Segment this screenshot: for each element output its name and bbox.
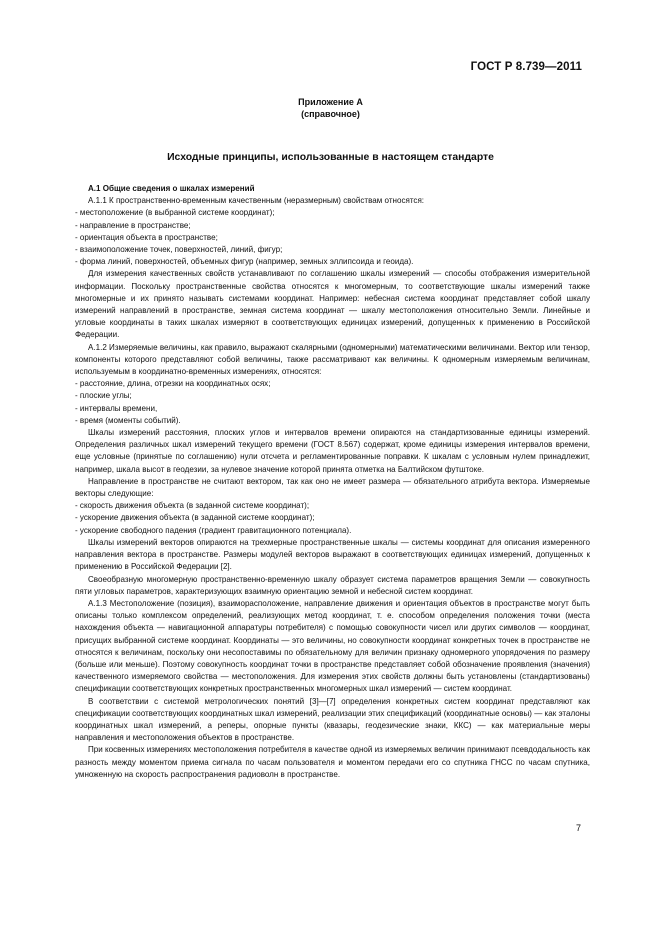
paragraph-scales: Для измерения качественных свойств устанавливают по соглашению шкалы измерений — способы отображения измерительной информации. Поскольку пространственные свойства относятся к многомерным, то соответствующие шкалы измерений также многомерные и их принято называть системами координат. Например: небесная система координат представляет собой шкалу измерений направлений в пространстве, земная система координат — шкалу местоположения относительно Земли. Линейные и угловые координаты в таких шкалах измеряют в соответствующих единицах измерений, допущенных к применению в Российской Федерации. [75,269,590,340]
list-item: - форма линий, поверхностей, объемных фигур (например, земных эллипсоида и геоида). [75,256,590,268]
list-item: - взаимоположение точек, поверхностей, линий, фигур; [75,244,590,256]
list-item: - интервалы времени, [75,403,590,415]
annex-heading [0,97,661,120]
section-heading: А.1 Общие сведения о шкалах измерений [88,184,255,193]
list-item: - ориентация объекта в пространстве; [75,232,590,244]
paragraph-rotation: Своеобразную многомерную пространственно-временную шкалу образует система параметров вращения Земли — совокупность пяти угловых параметров, характеризующих взаимную ориентацию земной и небесной систем координат. [75,574,590,596]
annex-label: Приложение А [298,97,363,107]
list-item: - плоские углы; [75,390,590,402]
annex-kind: (справочное) [301,108,360,119]
list-item: - направление в пространстве; [75,220,590,232]
paragraph-a13: А.1.3 Местоположение (позиция), взаиморасположение, направление движения и ориентация объектов в пространстве могут быть описаны только комплексом определений, реализующих метод координат, т. е. способом определения положения точки (места нахождения объекта — навигационной аппаратуры потребителя) с помощью совокупности чисел или других символов — координат, присущих выбранной системе координат. Координаты — это величины, но совокупности координат конкретных точек в пространстве не относятся к величинам, поскольку они несопоставимы по обязательному для величин признаку одномерного упорядочения по размеру (больше или меньше). Поэтому совокупность координат точки в пространстве представляет собой обозначение проявления (значения) качественного измеряемого свойства — местоположения. Для измерения этих свойств должны быть установлены (стандартизованы) спецификации соответствующих конкретных пространственных многомерных шкал измерений — систем координат. [75,598,590,694]
paragraph-direction: Направление в пространстве не считают вектором, так как оно не имеет размера — обязательного атрибута вектора. Измеряемые векторы следующие: [75,476,590,499]
paragraph-metrology: В соответствии с системой метрологических понятий [3]—[7] определения конкретных систем координат представляют как спецификации соответствующих координатных шкал измерений, реализации этих спецификаций (координатные основы) — как эталоны координатных шкал измерений, а реперы, опорные пункты (квазары, геодезические знаки, ККС) — как материальные меры направления и местоположения объектов в пространстве. [75,696,590,743]
list-item: - расстояние, длина, отрезки на координатных осях; [75,378,590,390]
list-item: - ускорение свободного падения (градиент гравитационного потенциала). [75,525,590,537]
list-item: - время (моменты событий). [75,415,590,427]
paragraph-units: Шкалы измерений расстояния, плоских углов и интервалов времени опираются на стандартизованные единицы измерений. Определения различных шкал измерений текущего времени (ГОСТ 8.567) содержат, кроме единицы измерения интервалов времени, еще условные (принятые по соглашению) нули отсчета и регламентированные поправки. К шкалам с условным нулем принадлежит, например, шкала высот в геодезии, за нулевое значение которой принята отметка на Балтийском футштоке. [75,428,590,474]
paragraph-a12: А.1.2 Измеряемые величины, как правило, выражают скалярными (одномерными) математическими величинами. Вектор или тензор, компоненты которого представляют собой величины, также рассматривают как величины. К одномерным измеряемым величинам, используемым в координатно-временных измерениях, относятся: [75,342,590,377]
document-body [75,183,590,781]
paragraph-vector-scales: Шкалы измерений векторов опираются на трехмерные пространственные шкалы — системы координат для описания измеренного направления вектора в пространстве. Размеры модулей векторов выражают в соответствующих единицах измерений, допущенных к применению в Российской Федерации [2]. [75,537,590,572]
page-number: 7 [575,823,581,833]
list-item: - ускорение движения объекта (в заданной системе координат); [75,512,590,524]
list-item: - местоположение (в выбранной системе координат); [75,207,590,219]
annex-title: Исходные принципы, использованные в настоящем стандарте [167,152,494,163]
document-code: ГОСТ Р 8.739—2011 [470,61,582,73]
list-item: - скорость движения объекта (в заданной системе координат); [75,500,590,512]
paragraph-indirect: При косвенных измерениях местоположения потребителя в качестве одной из измеряемых величин принимают псевдодальность как разность между моментом приема сигнала по часам пользователя и моментом передачи его со спутника ГНСС по часам спутника, умноженную на скорость распространения радиоволн в пространстве. [75,745,590,779]
paragraph-a11-intro: А.1.1 К пространственно-временным качественным (неразмерным) свойствам относятся: [88,196,425,206]
